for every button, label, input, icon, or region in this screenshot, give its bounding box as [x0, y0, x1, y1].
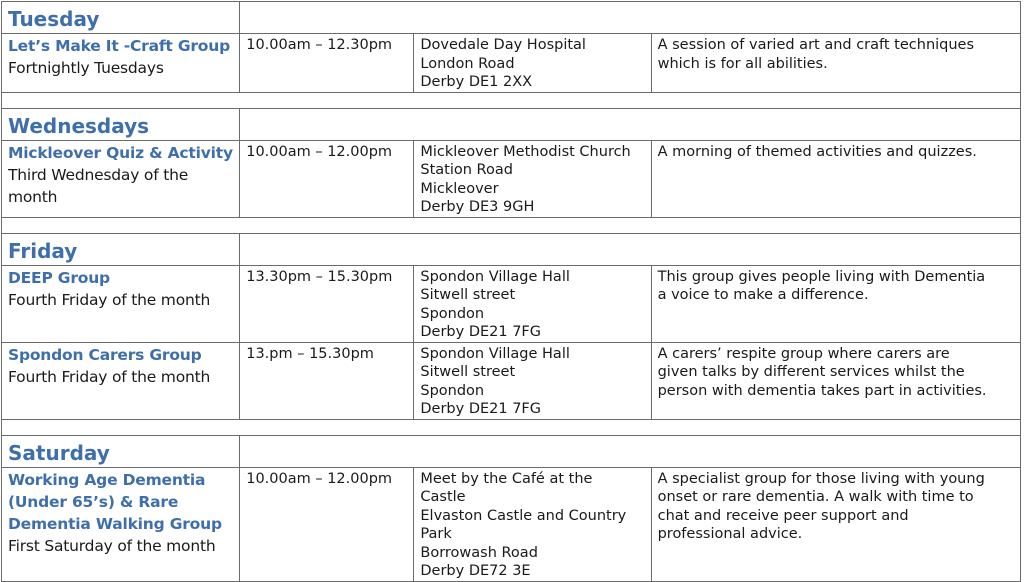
- venue-address-line: Elvaston Castle and Country: [420, 507, 627, 524]
- group-frequency-line: Fourth Friday of the month: [8, 290, 211, 309]
- venue-address-line: Sitwell street: [420, 364, 516, 380]
- group-description-line: professional advice.: [657, 526, 803, 542]
- group-description-line: This group gives people living with Dementia: [657, 268, 986, 285]
- day-header-cell: [2, 108, 240, 140]
- group-frequency: [2, 164, 239, 208]
- day-header-cell: [2, 2, 240, 34]
- group-row: [2, 140, 1021, 217]
- group-frequency-line: Fourth Friday of the month: [8, 367, 211, 386]
- group-row: [2, 265, 1021, 342]
- group-description-line: given talks by different services whilst the: [657, 364, 965, 380]
- group-row: [2, 34, 1021, 93]
- venue-address-line: Derby DE21 7FG: [420, 401, 542, 417]
- section-spacer-row: [2, 419, 1021, 435]
- group-name-cell: [2, 34, 240, 93]
- section-spacer-row: [2, 217, 1021, 233]
- group-description: [652, 141, 1020, 162]
- venue-address-line: Derby DE21 7FG: [420, 324, 542, 340]
- group-frequency: [2, 57, 239, 79]
- venue-address-line: Dovedale Day Hospital: [420, 37, 586, 53]
- group-frequency: [2, 535, 239, 557]
- group-name-line: Spondon Carers Group: [8, 345, 202, 364]
- day-heading: Saturday: [8, 440, 110, 465]
- venue-address-line: Mickleover: [420, 180, 499, 197]
- day-header-blank-cell: [240, 108, 1021, 140]
- group-name-line: Dementia Walking Group: [8, 514, 222, 533]
- venue-address: [414, 141, 650, 217]
- group-name-line: Mickleover Quiz & Activity: [8, 143, 233, 162]
- group-description: [652, 468, 1020, 544]
- schedule-table: [1, 1, 1021, 582]
- group-description: [652, 343, 1020, 401]
- address-cell: [414, 342, 651, 419]
- day-header-cell: [2, 233, 240, 265]
- group-name-line: Let’s Make It -Craft Group: [8, 37, 230, 55]
- schedule-body: [2, 2, 1021, 582]
- group-description: [652, 34, 1020, 73]
- group-frequency: [2, 289, 239, 311]
- description-cell: [651, 342, 1020, 419]
- group-description-line: A specialist group for those living with young: [657, 470, 985, 487]
- venue-address: [414, 34, 650, 92]
- group-frequency: [2, 366, 239, 388]
- group-description-line: A carers’ respite group where carers are: [657, 345, 950, 362]
- session-time: 13.30pm – 15.30pm: [246, 268, 393, 285]
- spacer-cell: [2, 92, 1021, 108]
- time-cell: [240, 140, 414, 217]
- group-name-cell: [2, 140, 240, 217]
- spacer-cell: [2, 419, 1021, 435]
- group-row: [2, 342, 1021, 419]
- address-cell: [414, 265, 651, 342]
- day-header-blank-cell: [240, 2, 1021, 34]
- group-name-line: Working Age Dementia: [8, 470, 206, 489]
- venue-address: [414, 343, 650, 419]
- time-cell: [240, 342, 414, 419]
- group-name: [2, 266, 239, 289]
- group-frequency-line: Third Wednesday of the: [8, 165, 189, 184]
- venue-address-line: Spondon: [420, 305, 485, 322]
- time-cell: [240, 34, 414, 93]
- group-description-line: A session of varied art and craft techniques: [657, 37, 975, 53]
- session-time: 10.00am – 12.00pm: [246, 143, 393, 160]
- description-cell: [651, 265, 1020, 342]
- group-name: [2, 141, 239, 164]
- group-name-line: (Under 65’s) & Rare: [8, 492, 179, 511]
- session-time: 13.pm – 15.30pm: [246, 345, 374, 362]
- venue-address-line: Spondon Village Hall: [420, 345, 570, 362]
- venue-address-line: Derby DE1 2XX: [420, 74, 533, 90]
- group-name-line: DEEP Group: [8, 268, 110, 287]
- day-header-row: [2, 108, 1021, 140]
- day-header-cell: [2, 435, 240, 467]
- group-description-line: A morning of themed activities and quizzes.: [657, 143, 977, 160]
- group-name: [2, 34, 239, 57]
- time-cell: [240, 265, 414, 342]
- group-frequency-line: month: [8, 187, 58, 206]
- section-spacer-row: [2, 92, 1021, 108]
- spacer-cell: [2, 217, 1021, 233]
- day-header-blank-cell: [240, 233, 1021, 265]
- venue-address: [414, 266, 650, 342]
- venue-address-line: London Road: [420, 55, 515, 72]
- group-description-line: a voice to make a difference.: [657, 287, 869, 303]
- venue-address-line: Derby DE72 3E: [420, 563, 531, 579]
- venue-address-line: Station Road: [420, 162, 513, 178]
- description-cell: [651, 34, 1020, 93]
- day-header-row: [2, 233, 1021, 265]
- day-heading: Tuesday: [8, 7, 100, 31]
- session-time: 10.00am – 12.00pm: [246, 470, 393, 487]
- group-description-line: which is for all abilities.: [657, 55, 828, 72]
- day-heading: Friday: [8, 238, 78, 263]
- venue-address-line: Derby DE3 9GH: [420, 199, 535, 215]
- group-description: [652, 266, 1020, 305]
- group-name: [2, 343, 239, 366]
- group-frequency-line: First Saturday of the month: [8, 536, 216, 555]
- address-cell: [414, 140, 651, 217]
- group-description-line: onset or rare dementia. A walk with time to: [657, 489, 974, 505]
- session-time: 10.00am – 12.30pm: [246, 37, 393, 53]
- venue-address-line: Spondon Village Hall: [420, 268, 570, 285]
- venue-address-line: Castle: [420, 489, 466, 505]
- day-header-row: [2, 435, 1021, 467]
- venue-address-line: Meet by the Café at the: [420, 470, 593, 487]
- group-description-line: person with dementia takes part in activities.: [657, 382, 987, 399]
- group-name: [2, 468, 239, 535]
- address-cell: [414, 34, 651, 93]
- day-header-row: [2, 2, 1021, 34]
- venue-address-line: Sitwell street: [420, 287, 516, 303]
- venue-address-line: Park: [420, 526, 452, 542]
- group-name-cell: [2, 265, 240, 342]
- group-description-line: chat and receive peer support and: [657, 507, 909, 524]
- group-frequency-line: Fortnightly Tuesdays: [8, 59, 164, 77]
- venue-address-line: Mickleover Methodist Church: [420, 143, 631, 160]
- description-cell: [651, 140, 1020, 217]
- venue-address-line: Spondon: [420, 382, 485, 399]
- day-header-blank-cell: [240, 435, 1021, 467]
- day-heading: Wednesdays: [8, 113, 150, 138]
- group-name-cell: [2, 342, 240, 419]
- venue-address-line: Borrowash Road: [420, 544, 538, 561]
